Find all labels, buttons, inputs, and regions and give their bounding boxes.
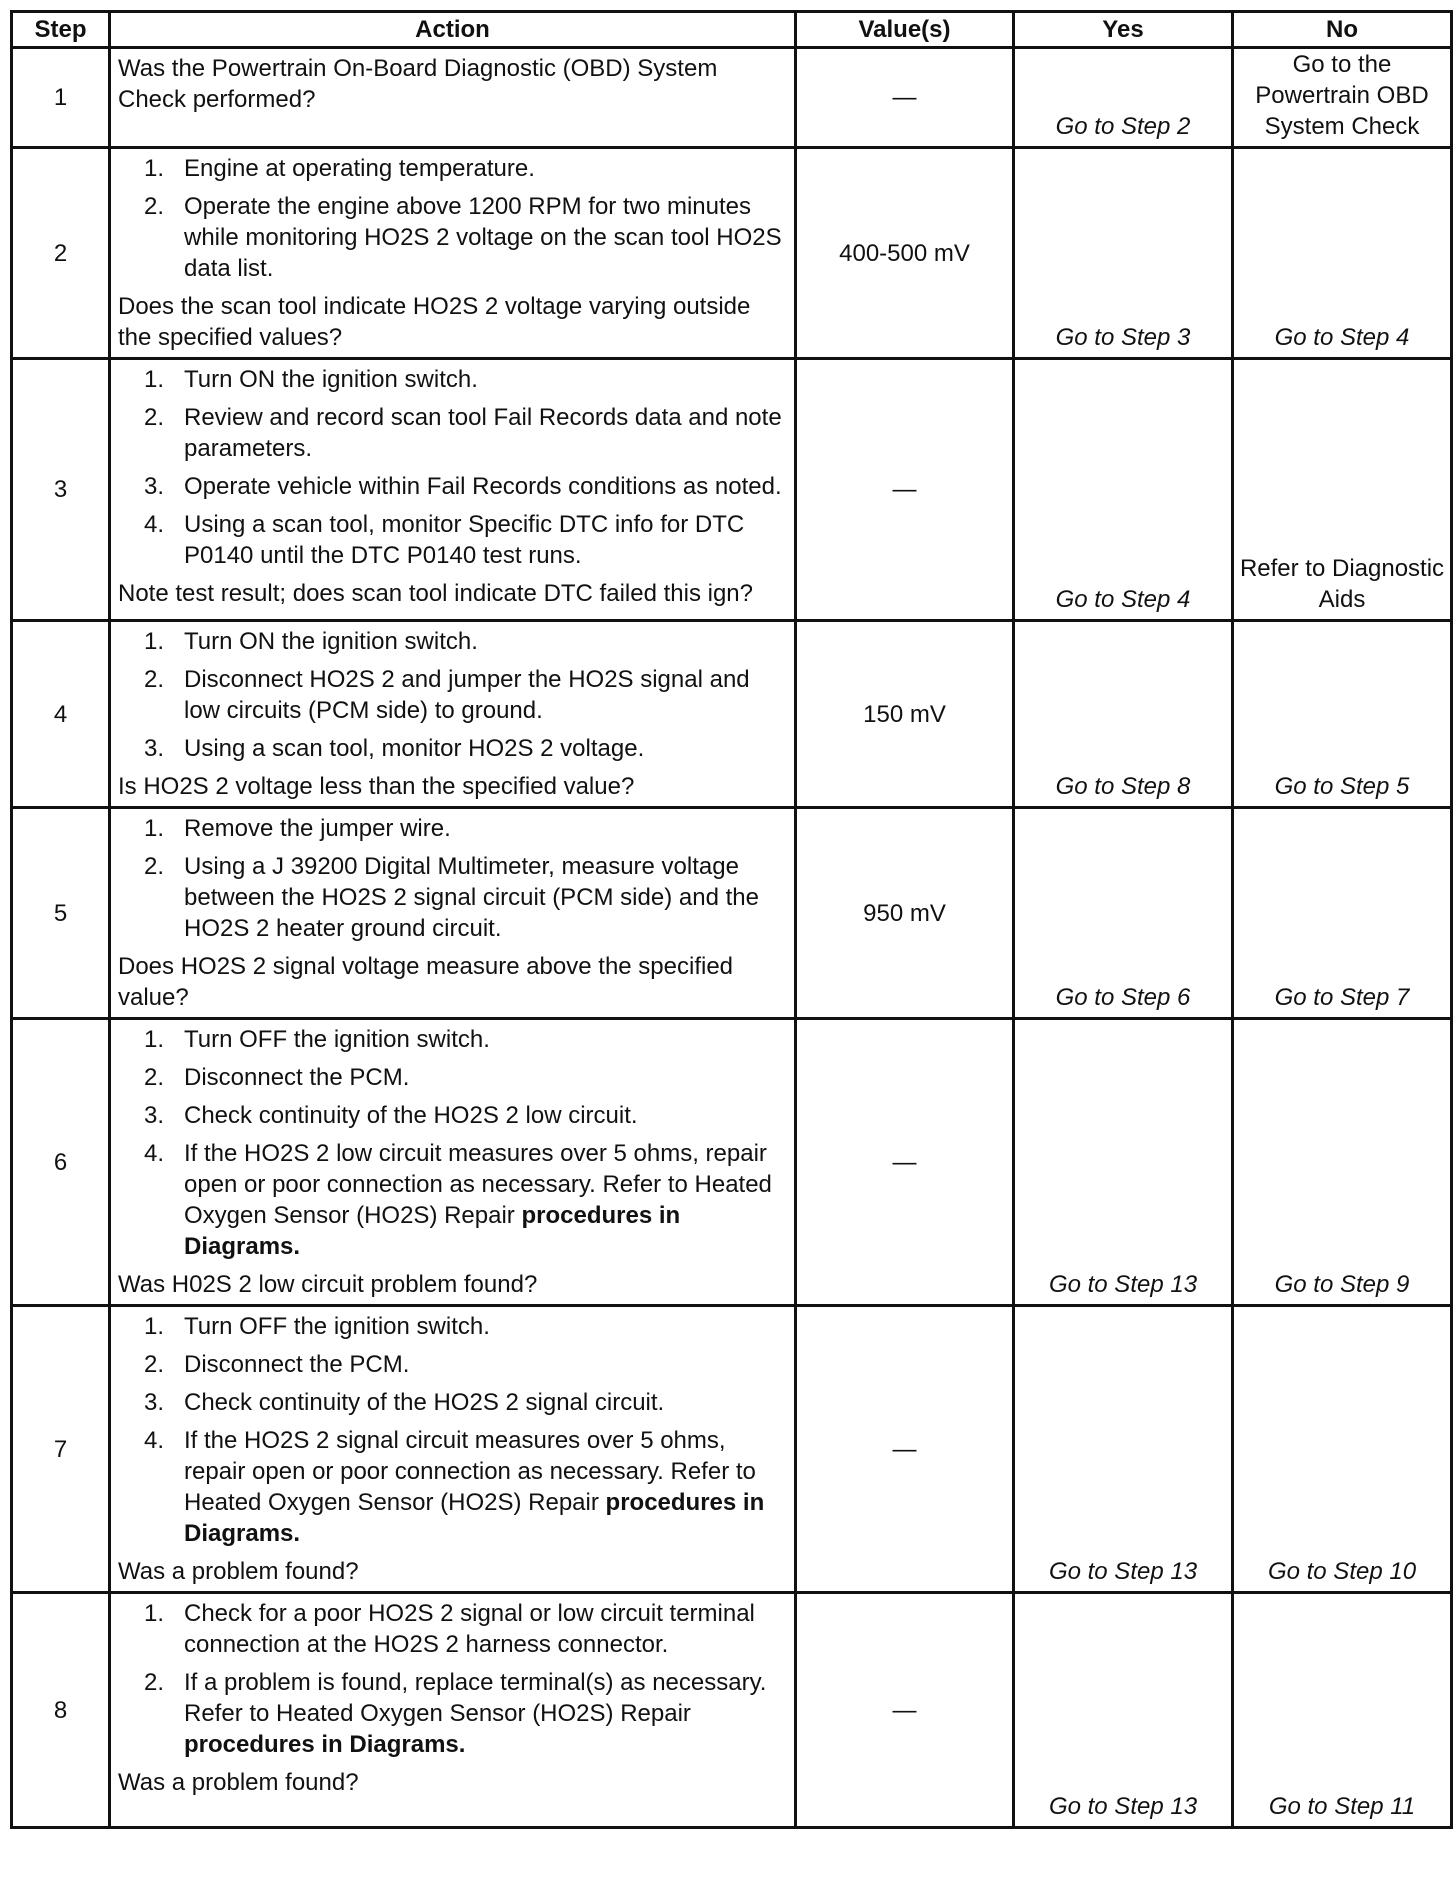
action-step-number: 1. <box>144 366 165 393</box>
action-step-item <box>118 509 788 571</box>
no-action-text: Go to Step 11 <box>1268 1793 1416 1820</box>
step-number: 8 <box>12 1593 110 1828</box>
no-action-text: Go to Step 7 <box>1274 984 1410 1011</box>
header-no: No <box>1233 12 1452 48</box>
action-step-number: 4. <box>144 1140 165 1167</box>
action-step-text: Disconnect the PCM. <box>184 1064 410 1091</box>
step-number: 6 <box>12 1019 110 1306</box>
action-question: Does the scan tool indicate HO2S 2 voltage varying outside the specified values? <box>118 293 751 351</box>
action-step-number: 2. <box>144 1669 165 1696</box>
yes-action-text: Go to Step 3 <box>1055 324 1191 351</box>
value-cell: 150 mV <box>796 621 1014 808</box>
no-cell <box>1233 1019 1452 1306</box>
header-action: Action <box>110 12 796 48</box>
step-number: 1 <box>12 48 110 148</box>
action-step-item <box>118 1062 788 1093</box>
yes-cell <box>1014 621 1233 808</box>
action-step-item <box>118 813 788 844</box>
action-question: Was a problem found? <box>118 1558 359 1585</box>
no-cell <box>1233 1593 1452 1828</box>
action-step-item <box>118 1425 788 1549</box>
action-step-item <box>118 1100 788 1131</box>
step-number: 2 <box>12 148 110 359</box>
action-cell <box>110 621 796 808</box>
action-step-text: Turn OFF the ignition switch. <box>184 1313 490 1340</box>
header-row <box>12 12 1452 48</box>
yes-cell <box>1014 148 1233 359</box>
table-row <box>12 1019 1452 1306</box>
yes-action-text: Go to Step 2 <box>1055 113 1191 140</box>
action-step-bold-text: procedures in Diagrams. <box>184 1202 681 1260</box>
no-action-text: Go to Step 5 <box>1274 773 1410 800</box>
yes-action-text: Go to Step 13 <box>1048 1271 1198 1298</box>
no-cell <box>1233 808 1452 1019</box>
step-number: 4 <box>12 621 110 808</box>
action-step-item <box>118 1311 788 1342</box>
value-cell: — <box>796 48 1014 148</box>
yes-cell <box>1014 1306 1233 1593</box>
action-step-number: 1. <box>144 1600 165 1627</box>
action-step-item <box>118 1667 788 1760</box>
action-step-number: 3. <box>144 1102 165 1129</box>
action-steps-list <box>118 153 788 284</box>
action-step-text: Disconnect HO2S 2 and jumper the HO2S signal and low circuits (PCM side) to ground. <box>184 666 750 724</box>
action-step-number: 1. <box>144 1026 165 1053</box>
action-step-bold-text: procedures in Diagrams. <box>184 1731 466 1758</box>
table-body <box>12 48 1452 1828</box>
action-step-text: If the HO2S 2 low circuit measures over 5 ohms, repair open or poor connection as necessary. Refer to Heated Oxygen Sensor (HO2S) Repair <box>184 1140 772 1229</box>
action-steps-list <box>118 1311 788 1549</box>
action-step-item <box>118 1349 788 1380</box>
action-step-item <box>118 664 788 726</box>
action-cell <box>110 1593 796 1828</box>
yes-action-text: Go to Step 13 <box>1048 1558 1198 1585</box>
no-cell <box>1233 148 1452 359</box>
action-step-item <box>118 364 788 395</box>
value-cell: — <box>796 359 1014 621</box>
action-steps-list <box>118 1598 788 1760</box>
action-step-text: Turn ON the ignition switch. <box>184 628 478 655</box>
action-step-item <box>118 153 788 184</box>
no-cell <box>1233 621 1452 808</box>
action-step-text: Disconnect the PCM. <box>184 1351 410 1378</box>
no-action-text: Refer to Diagnostic Aids <box>1239 555 1445 613</box>
action-question: Was the Powertrain On-Board Diagnostic (OBD) System Check performed? <box>118 55 718 113</box>
value-cell: 400-500 mV <box>796 148 1014 359</box>
yes-cell <box>1014 1593 1233 1828</box>
action-question: Is HO2S 2 voltage less than the specified value? <box>118 773 635 800</box>
action-cell <box>110 48 796 148</box>
step-number: 7 <box>12 1306 110 1593</box>
no-action-text: Go to Step 9 <box>1274 1271 1410 1298</box>
action-step-number: 2. <box>144 1351 165 1378</box>
action-step-text: Check continuity of the HO2S 2 low circuit. <box>184 1102 638 1129</box>
action-cell <box>110 1019 796 1306</box>
action-step-item <box>118 471 788 502</box>
action-step-item <box>118 626 788 657</box>
action-step-item <box>118 851 788 944</box>
action-step-number: 4. <box>144 1427 165 1454</box>
action-step-number: 1. <box>144 628 165 655</box>
step-number: 3 <box>12 359 110 621</box>
table-row <box>12 621 1452 808</box>
action-step-number: 4. <box>144 511 165 538</box>
action-step-bold-text: procedures in Diagrams. <box>184 1489 765 1547</box>
action-step-text: Using a J 39200 Digital Multimeter, measure voltage between the HO2S 2 signal circuit (PCM side) and the HO2S 2 heater ground circuit. <box>184 853 759 942</box>
action-step-number: 2. <box>144 853 165 880</box>
table-row <box>12 1593 1452 1828</box>
yes-action-text: Go to Step 4 <box>1055 586 1191 613</box>
value-cell: 950 mV <box>796 808 1014 1019</box>
no-action-text: Go to the Powertrain OBD System Check <box>1255 51 1429 140</box>
no-cell <box>1233 48 1452 148</box>
action-step-text: Using a scan tool, monitor HO2S 2 voltage. <box>184 735 645 762</box>
action-step-number: 1. <box>144 155 165 182</box>
action-step-number: 1. <box>144 815 165 842</box>
action-step-text: Operate vehicle within Fail Records conditions as noted. <box>184 473 782 500</box>
action-step-number: 3. <box>144 1389 165 1416</box>
header-values: Value(s) <box>796 12 1014 48</box>
yes-action-text: Go to Step 6 <box>1055 984 1191 1011</box>
action-cell <box>110 359 796 621</box>
action-step-text: If the HO2S 2 signal circuit measures over 5 ohms, repair open or poor connection as necessary. Refer to Heated Oxygen Sensor (HO2S) Repair <box>184 1427 756 1516</box>
table-row <box>12 48 1452 148</box>
action-steps-list <box>118 1024 788 1262</box>
action-step-text: Turn ON the ignition switch. <box>184 366 478 393</box>
action-step-number: 2. <box>144 666 165 693</box>
action-step-item <box>118 402 788 464</box>
value-cell: — <box>796 1593 1014 1828</box>
table-row <box>12 1306 1452 1593</box>
action-step-item <box>118 1598 788 1660</box>
table-row <box>12 808 1452 1019</box>
table-row <box>12 148 1452 359</box>
yes-action-text: Go to Step 8 <box>1055 773 1191 800</box>
action-step-text: Turn OFF the ignition switch. <box>184 1026 490 1053</box>
action-step-text: Check continuity of the HO2S 2 signal circuit. <box>184 1389 665 1416</box>
header-step: Step <box>12 12 110 48</box>
action-step-number: 2. <box>144 404 165 431</box>
yes-cell <box>1014 808 1233 1019</box>
action-steps-list <box>118 626 788 764</box>
action-step-text: Operate the engine above 1200 RPM for two minutes while monitoring HO2S 2 voltage on the scan tool HO2S data list. <box>184 193 782 282</box>
action-question: Was H02S 2 low circuit problem found? <box>118 1271 538 1298</box>
action-steps-list <box>118 813 788 944</box>
action-step-text: Engine at operating temperature. <box>184 155 535 182</box>
action-cell <box>110 148 796 359</box>
yes-cell <box>1014 1019 1233 1306</box>
action-step-number: 2. <box>144 193 165 220</box>
no-cell <box>1233 359 1452 621</box>
value-cell: — <box>796 1019 1014 1306</box>
action-cell <box>110 808 796 1019</box>
header-yes: Yes <box>1014 12 1233 48</box>
action-question: Note test result; does scan tool indicate DTC failed this ign? <box>118 580 753 607</box>
action-question: Was a problem found? <box>118 1769 359 1796</box>
action-question: Does HO2S 2 signal voltage measure above the specified value? <box>118 953 734 1011</box>
action-step-item <box>118 1024 788 1055</box>
action-step-item <box>118 1387 788 1418</box>
no-cell <box>1233 1306 1452 1593</box>
action-step-text: Remove the jumper wire. <box>184 815 451 842</box>
action-step-text: Using a scan tool, monitor Specific DTC info for DTC P0140 until the DTC P0140 test runs. <box>184 511 745 569</box>
action-step-item <box>118 1138 788 1262</box>
action-step-text: If a problem is found, replace terminal(s) as necessary. Refer to Heated Oxygen Sensor (HO2S) Repair <box>184 1669 767 1727</box>
action-step-text: Check for a poor HO2S 2 signal or low circuit terminal connection at the HO2S 2 harness connector. <box>184 1600 755 1658</box>
diagnostic-table <box>10 10 1453 1829</box>
no-action-text: Go to Step 4 <box>1274 324 1410 351</box>
value-cell: — <box>796 1306 1014 1593</box>
step-number: 5 <box>12 808 110 1019</box>
yes-action-text: Go to Step 13 <box>1048 1793 1198 1820</box>
action-step-number: 2. <box>144 1064 165 1091</box>
no-action-text: Go to Step 10 <box>1267 1558 1417 1585</box>
table-row <box>12 359 1452 621</box>
action-step-item <box>118 733 788 764</box>
yes-cell <box>1014 359 1233 621</box>
action-step-number: 1. <box>144 1313 165 1340</box>
action-step-number: 3. <box>144 473 165 500</box>
action-steps-list <box>118 364 788 571</box>
action-step-number: 3. <box>144 735 165 762</box>
yes-cell <box>1014 48 1233 148</box>
action-step-text: Review and record scan tool Fail Records data and note parameters. <box>184 404 782 462</box>
action-cell <box>110 1306 796 1593</box>
action-step-item <box>118 191 788 284</box>
